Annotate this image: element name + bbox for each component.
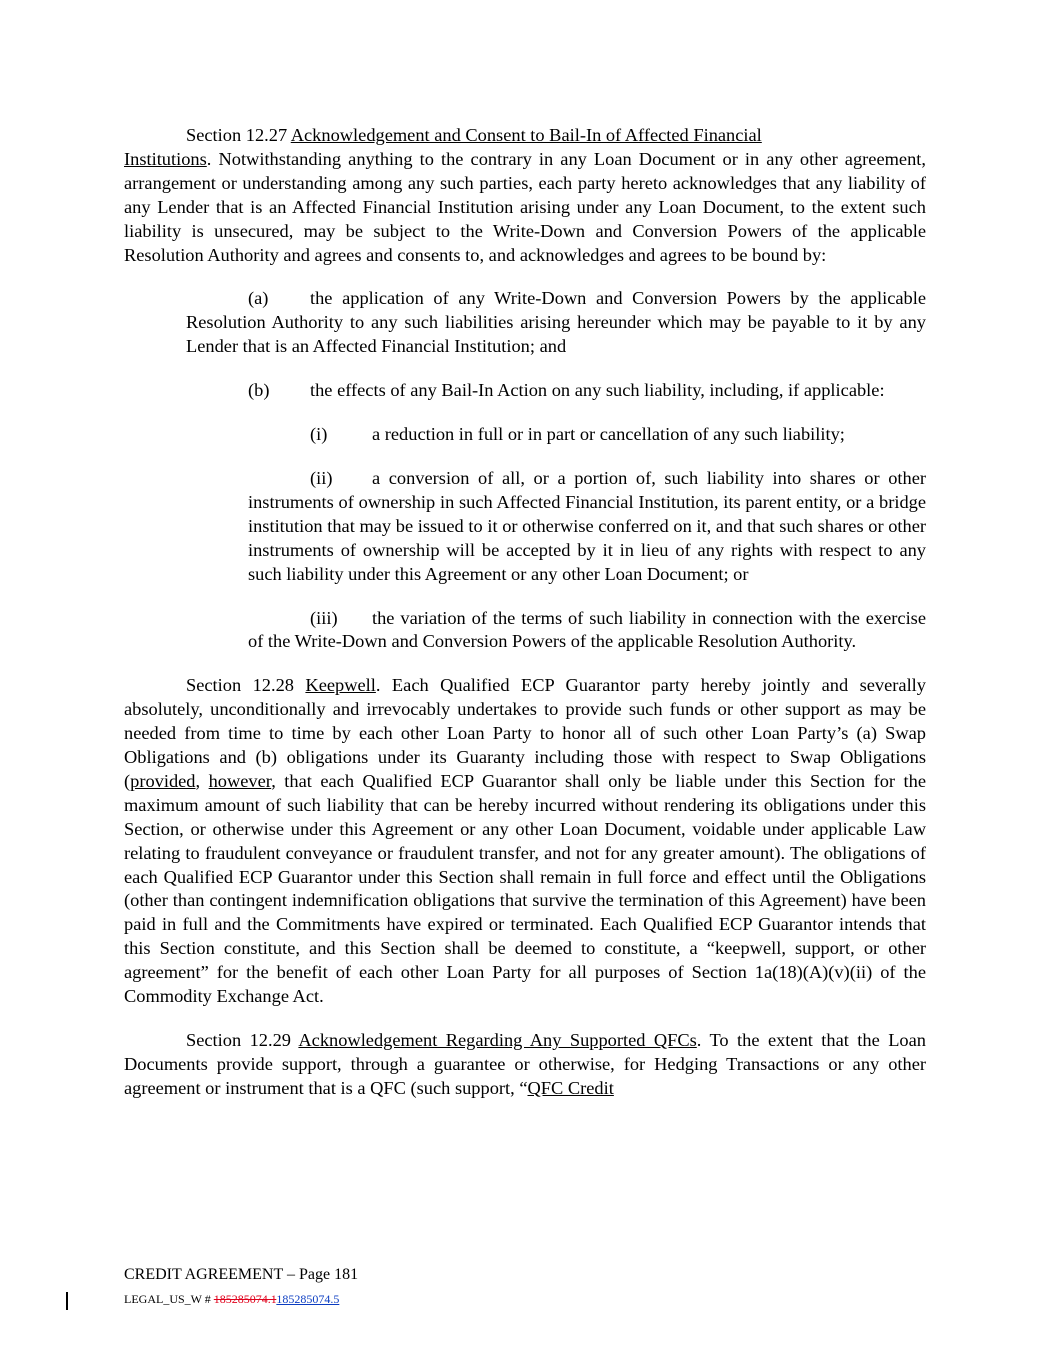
clause-a xyxy=(186,287,926,359)
clause-text: a reduction in full or in part or cancellation of any such liability; xyxy=(372,424,845,445)
clause-i xyxy=(248,423,926,447)
inserted-version: 185285074.5 xyxy=(276,1292,340,1306)
revision-change-bar xyxy=(66,1292,68,1310)
section-heading: Keepwell xyxy=(305,675,376,696)
defined-term: QFC Credit xyxy=(527,1077,614,1098)
section-12-27 xyxy=(124,124,926,267)
clause-b xyxy=(186,379,926,403)
clause-label: (ii) xyxy=(310,467,333,488)
document-id-prefix: LEGAL_US_W # xyxy=(124,1292,214,1306)
however-term: however xyxy=(208,770,272,791)
clause-text: the application of any Write-Down and Conversion Powers by the applicable Resolution Authority to any such liabilities arising hereunder which may be payable to it by any Lender that is an Affected Financial Institution; and xyxy=(186,288,926,357)
document-id xyxy=(124,1289,358,1309)
clause-label: (a) xyxy=(248,288,269,309)
provided-term: provided xyxy=(130,770,196,791)
clause-text: a conversion of all, or a portion of, such liability into shares or other instruments of ownership in such Affected Financial Institution, its parent entity, or a bridge institution that may be issued to it or otherwise conferred on it, and that such shares or other instruments of ownership will be accepted by it in lieu of any rights with respect to any such liability under this Agreement or any other Loan Document; or xyxy=(248,467,926,584)
section-12-28 xyxy=(124,674,926,1009)
clause-text: the variation of the terms of such liability in connection with the exercise of the Write-Down and Conversion Powers of the applicable Resolution Authority. xyxy=(248,607,926,652)
section-12-29 xyxy=(124,1029,926,1101)
section-number: Section 12.28 xyxy=(186,675,294,696)
section-body: . Notwithstanding anything to the contrary in any Loan Document or in any other agreement, arrangement or understanding among any such parties, each party hereto acknowledges that any liability of any Lender that is an Affected Financial Institution arising under any Loan Document, to the extent such liability is unsecured, may be subject to the Write-Down and Conversion Powers of the applicable Resolution Authority and agrees and consents to, and acknowledges and agrees to be bound by: xyxy=(124,148,926,265)
section-heading: Acknowledgement and Consent to Bail-In of Affected Financial Institutions xyxy=(124,125,762,169)
section-body: . To the extent that the Loan Documents provide support, through a guarantee or otherwise, for Hedging Transactions or any other agreement or instrument that is a QFC (such support, “ xyxy=(124,1030,926,1098)
section-heading: Acknowledgement Regarding Any Supported QFCs xyxy=(298,1030,697,1050)
section-number: Section 12.27 xyxy=(186,125,288,145)
document-page xyxy=(124,124,926,1101)
clause-text: the effects of any Bail-In Action on any such liability, including, if applicable: xyxy=(310,380,885,401)
clause-label: (i) xyxy=(310,424,328,445)
page-footer xyxy=(124,1264,358,1309)
clause-ii xyxy=(248,467,926,587)
footer-title: CREDIT AGREEMENT – Page 181 xyxy=(124,1266,359,1283)
clause-iii xyxy=(248,607,926,655)
section-body-cont: , that each Qualified ECP Guarantor shall only be liable under this Section for the maximum amount of such liability that can be hereby incurred without rendering its obligations under this Section, or otherwise under this Agreement or any other Loan Document, voidable under applicable Law relating to fraudulent conveyance or fraudulent transfer, and not for any greater amount). The obligations of each Qualified ECP Guarantor under this Section shall remain in full force and effect until the Obligations (other than contingent indemnification obligations that survive the termination of this Agreement) have been paid in full and the Commitments have expired or terminated. Each Qualified ECP Guarantor intends that this Section constitute, and this Section shall be deemed to constitute, a “keepwell, support, or other agreement” for the benefit of each other Loan Party for all purposes of Section 1a(18)(A)(v)(ii) of the Commodity Exchange Act. xyxy=(124,770,926,1007)
clause-label: (iii) xyxy=(310,607,338,628)
deleted-version: 185285074.1 xyxy=(213,1292,277,1306)
clause-label: (b) xyxy=(248,380,270,401)
section-body: . Each Qualified ECP Guarantor party hereby jointly and severally absolutely, unconditionally and irrevocably undertakes to provide such funds or other support as may be needed from time to time by each other Loan Party to honor all of such other Loan Party’s (a) Swap Obligations and (b) obligations under its Guaranty including those with respect to Swap Obligations ( xyxy=(124,675,926,791)
section-number: Section 12.29 xyxy=(186,1030,291,1050)
comma: , xyxy=(195,770,209,791)
